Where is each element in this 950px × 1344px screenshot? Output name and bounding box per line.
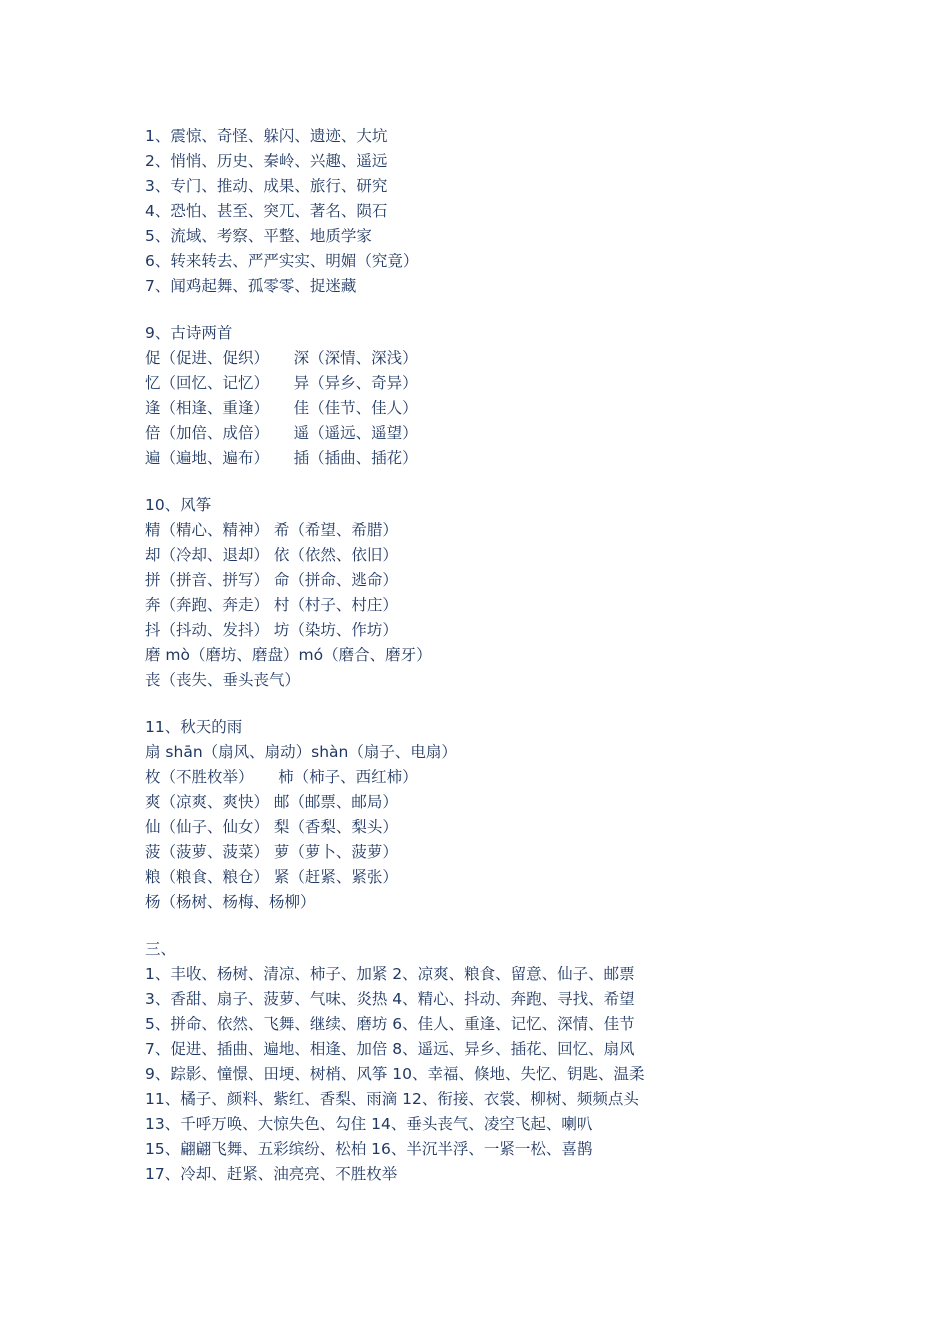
section-ancient-poems bbox=[145, 321, 865, 471]
text-line: 却（冷却、退却） 依（依然、依旧） bbox=[145, 546, 398, 564]
text-line: 精（精心、精神） 希（希望、希腊） bbox=[145, 521, 398, 539]
text-line: 7、促进、插曲、遍地、相逢、加倍 8、遥远、异乡、插花、回忆、扇风 bbox=[145, 1040, 635, 1058]
text-line: 逢（相逢、重逢） 佳（佳节、佳人） bbox=[145, 399, 418, 417]
text-line: 仙（仙子、仙女） 梨（香梨、梨头） bbox=[145, 818, 398, 836]
text-line: 3、香甜、扇子、菠萝、气味、炎热 4、精心、抖动、奔跑、寻找、希望 bbox=[145, 990, 635, 1008]
text-line: 扇 shān（扇风、扇动）shàn（扇子、电扇） bbox=[145, 743, 457, 761]
section-heading: 11、秋天的雨 bbox=[145, 718, 243, 736]
text-line: 3、专门、推动、成果、旅行、研究 bbox=[145, 177, 388, 195]
document-page bbox=[145, 124, 865, 1187]
text-line: 粮（粮食、粮仓） 紧（赶紧、紧张） bbox=[145, 868, 398, 886]
text-line: 爽（凉爽、爽快） 邮（邮票、邮局） bbox=[145, 793, 398, 811]
section-spacer bbox=[145, 471, 865, 493]
text-line: 抖（抖动、发抖） 坊（染坊、作坊） bbox=[145, 621, 398, 639]
text-line: 11、橘子、颜料、紫红、香梨、雨滴 12、衔接、衣裳、柳树、频频点头 bbox=[145, 1090, 639, 1108]
section-heading: 三、 bbox=[145, 940, 177, 958]
text-line: 倍（加倍、成倍） 遥（遥远、遥望） bbox=[145, 424, 418, 442]
text-line: 7、闻鸡起舞、孤零零、捉迷藏 bbox=[145, 277, 357, 295]
text-line: 杨（杨树、杨梅、杨柳） bbox=[145, 893, 316, 911]
text-line: 枚（不胜枚举） 柿（柿子、西红柿） bbox=[145, 768, 418, 786]
text-line: 拼（拼音、拼写） 命（拼命、逃命） bbox=[145, 571, 398, 589]
text-line: 促（促进、促织） 深（深情、深浅） bbox=[145, 349, 418, 367]
text-line: 菠（菠萝、菠菜） 萝（萝卜、菠萝） bbox=[145, 843, 398, 861]
text-line: 6、转来转去、严严实实、明媚（究竟） bbox=[145, 252, 419, 270]
text-line: 13、千呼万唤、大惊失色、勾住 14、垂头丧气、凌空飞起、喇叭 bbox=[145, 1115, 593, 1133]
section-heading: 10、风筝 bbox=[145, 496, 212, 514]
text-line: 丧（丧失、垂头丧气） bbox=[145, 671, 301, 689]
text-line: 1、丰收、杨树、清凉、柿子、加紧 2、凉爽、粮食、留意、仙子、邮票 bbox=[145, 965, 635, 983]
section-word-list-1 bbox=[145, 124, 865, 299]
section-spacer bbox=[145, 299, 865, 321]
section-autumn-rain bbox=[145, 715, 865, 915]
text-line: 17、冷却、赶紧、油亮亮、不胜枚举 bbox=[145, 1165, 398, 1183]
text-line: 5、流域、考察、平整、地质学家 bbox=[145, 227, 372, 245]
section-heading: 9、古诗两首 bbox=[145, 324, 233, 342]
text-line: 4、恐怕、甚至、突兀、著名、陨石 bbox=[145, 202, 388, 220]
section-three bbox=[145, 937, 865, 1187]
text-line: 2、悄悄、历史、秦岭、兴趣、遥远 bbox=[145, 152, 388, 170]
text-line: 遍（遍地、遍布） 插（插曲、插花） bbox=[145, 449, 418, 467]
text-line: 9、踪影、憧憬、田埂、树梢、风筝 10、幸福、倏地、失忆、钥匙、温柔 bbox=[145, 1065, 645, 1083]
section-spacer bbox=[145, 915, 865, 937]
text-line: 15、翩翩飞舞、五彩缤纷、松柏 16、半沉半浮、一紧一松、喜鹊 bbox=[145, 1140, 593, 1158]
text-line: 1、震惊、奇怪、躲闪、遗迹、大坑 bbox=[145, 127, 388, 145]
text-line: 磨 mò（磨坊、磨盘）mó（磨合、磨牙） bbox=[145, 646, 432, 664]
section-spacer bbox=[145, 693, 865, 715]
section-kite bbox=[145, 493, 865, 693]
text-line: 奔（奔跑、奔走） 村（村子、村庄） bbox=[145, 596, 398, 614]
text-line: 5、拼命、依然、飞舞、继续、磨坊 6、佳人、重逢、记忆、深情、佳节 bbox=[145, 1015, 635, 1033]
text-line: 忆（回忆、记忆） 异（异乡、奇异） bbox=[145, 374, 418, 392]
